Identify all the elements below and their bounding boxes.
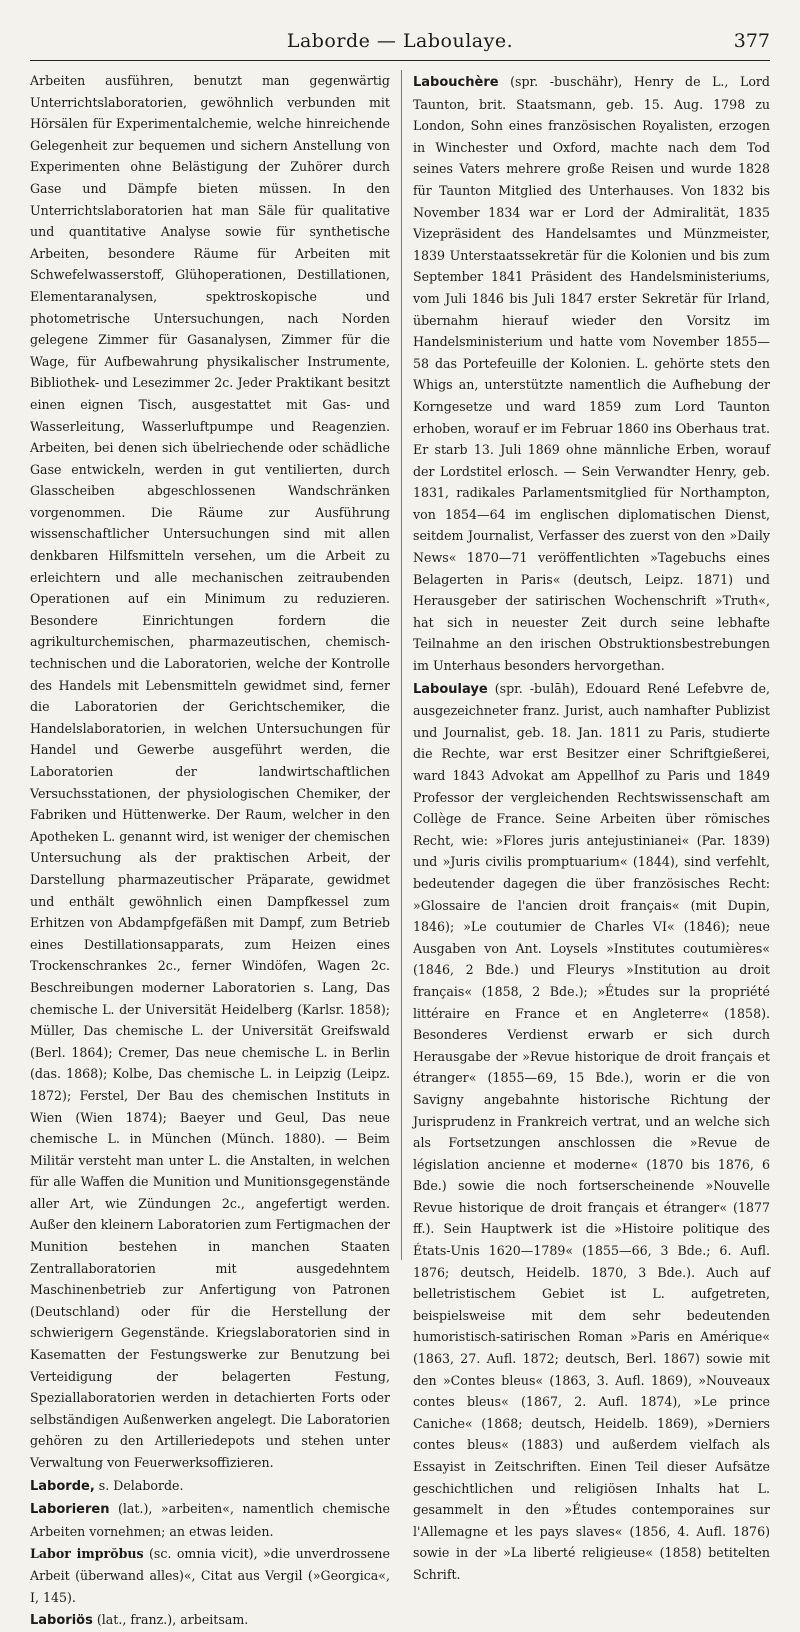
entry-lemma: Laboriös: [30, 1613, 93, 1629]
entry-text: (spr. -bulāh), Edouard René Lefebvre de, ausgezeichneter franz. Jurist, auch namhafter Publizist und Journalist, geb. 18. Jan. 1811 zu Paris, studierte die Rechte, war erst Besitzer einer Schriftgießerei, ward 1843 Advokat am Appellhof zu Paris und 1849 Professor der vergleichenden Rechtswissenschaft am Collège de France. Seine Arbeiten über römisches Recht, wie: »Flores juris antejustinianei« (Par. 1839) und »Juris civilis promptuarium« (1844), sind verfehlt, bedeutender dagegen die über französisches Recht: »Glossaire de l'ancien droit français« (mit Dupin, 1846); »Le coutumier de Charles VI« (1846); neue Ausgaben von Ant. Loysels »Institutes coutumières« (1846, 2 Bde.) und Fleurys »Institution au droit français« (1858, 2 Bde.); »Études sur la propriété littéraire en France et en Angleterre« (1858). Besonderes Verdienst erwarb er sich durch Herausgabe der »Revue historique de droit français et étranger« (1855—69, 15 Bde.), worin er die von Savigny angebahnte historische Richtung der Jurisprudenz in Frankreich vertrat, und an welche sich als Fortsetzungen anschlossen die »Revue de législation ancienne et moderne« (1870 bis 1876, 6 Bde.) sowie die noch fortserscheinende »Nouvelle Revue historique de droit français et étranger« (1877 ff.). Sein Hauptwerk ist die »Histoire politique des États-Unis 1620—1789« (1855—66, 3 Bde.; 6. Aufl. 1876; deutsch, Heidelb. 1870, 3 Bde.). Auch auf belletristischem Gebiet ist L. aufgetreten, beispielsweise mit dem sehr bedeutenden humoristisch-satirischen Roman »Paris en Amérique« (1863, 27. Aufl. 1872; deutsch, Berl. 1867) sowie mit den »Contes bleus« (1863, 3. Aufl. 1869), »Nouveaux contes bleus« (1867, 2. Aufl. 1874), »Le prince Caniche« (1868; deutsch, Heidelb. 1869), »Derniers contes bleus« (1883) und außerdem vielfach als Essayist in Zeitschriften. Einen Teil dieser Aufsätze geschichtlichen und religiösen Inhalts hat L. gesammelt in den »Études contemporaines sur l'Allemagne et les pays slaves« (1856, 4. Aufl. 1876) sowie in der »La liberté religieuse« (1858) betitelten Schrift.: [413, 680, 770, 1582]
entry-labor-improbus: [30, 1543, 390, 1608]
continuation-paragraph: Arbeiten ausführen, benutzt man gegenwärtig Unterrichtslaboratorien, gewöhnlich verbunden mit Hörsälen für Experimentalchemie, welche hinreichende Gelegenheit zur bequemen und sichern Anstellung von Experimenten ohne Belästigung der Zuhörer durch Gase und Dämpfe bieten müssen. In den Unterrichtslaboratorien hat man Säle für qualitative und quantitative Analyse sowie für synthetische Arbeiten, besondere Räume für Arbeiten mit Schwefelwasserstoff, Glühoperationen, Destillationen, Elementaranalysen, spektroskopische und photometrische Untersuchungen, nach Norden gelegene Zimmer für Gasanalysen, Zimmer für die Wage, für Aufbewahrung physikalischer Instrumente, Bibliothek- und Lesezimmer 2c. Jeder Praktikant besitzt einen eignen Tisch, ausgestattet mit Gas- und Wasserleitung, Wasserluftpumpe und Reagenzien. Arbeiten, bei denen sich übelriechende oder schädliche Gase entwickeln, werden in gut ventilierten, durch Glasscheiben abgeschlossenen Wandschränken vorgenommen. Die Räume zur Ausführung wissenschaftlicher Untersuchungen sind mit allen denkbaren Hilfsmitteln versehen, um die Arbeit zu erleichtern und alle mechanischen zeitraubenden Operationen auf ein Minimum zu reduzieren. Besondere Einrichtungen fordern die agrikulturchemischen, pharmazeutischen, chemisch-technischen und die Laboratorien, welche der Kontrolle des Handels mit Lebensmitteln gewidmet sind, ferner die Laboratorien der Gerichtschemiker, die Handelslaboratorien, in welchen Untersuchungen für Handel und Gewerbe ausgeführt werden, die Laboratorien der landwirtschaftlichen Versuchsstationen, der physiologischen Chemiker, der Fabriken und Hüttenwerke. Der Raum, welcher in den Apotheken L. genannt wird, ist weniger der chemischen Untersuchung als der praktischen Arbeit, der Darstellung pharmazeutischer Präparate, gewidmet und enthält gewöhnlich einen Dampfkessel zum Erhitzen von Abdampfgefäßen mit Dampf, zum Betrieb eines Destillationsapparats, zum Heizen eines Trockenschrankes 2c., ferner Windöfen, Wagen 2c. Beschreibungen moderner Laboratorien s. Lang, Das chemische L. der Universität Heidelberg (Karlsr. 1858); Müller, Das chemische L. der Universität Greifswald (Berl. 1864); Cremer, Das neue chemische L. in Berlin (das. 1868); Kolbe, Das chemische L. in Leipzig (Leipz. 1872); Ferstel, Der Bau des chemischen Instituts in Wien (Wien 1874); Baeyer und Geul, Das neue chemische L. in München (Münch. 1880). — Beim Militär versteht man unter L. die Anstalten, in welchen für alle Waffen die Munition und Munitionsgegenstände aller Art, wie Zündungen 2c., angefertigt werden. Außer den kleinern Laboratorien zum Fertigmachen der Munition bestehen in manchen Staaten Zentrallaboratorien mit ausgedehntem Maschinenbetrieb zur Anfertigung von Patronen (Deutschland) oder für die Herstellung der schwierigern Gegenstände. Kriegslaboratorien sind in Kasematten der Festungswerke zur Benutzung bei Verteidigung der belagerten Festung, Speziallaboratorien werden in detachierten Forts oder selbständigen Außenwerken angelegt. Die Laboratorien gehören zu den Artilleriedepots und stehen unter Verwaltung von Feuerwerksoffizieren.: [30, 73, 390, 1470]
entry-text: s. Delaborde.: [94, 1477, 184, 1493]
entry-laboulaye: [413, 678, 770, 1586]
entry-text: (lat., franz.), arbeitsam.: [92, 1612, 249, 1628]
page-number: 377: [733, 30, 770, 52]
running-title: Laborde — Laboulaye.: [286, 30, 514, 52]
entry-lemma: Labor imprŏbus: [30, 1546, 144, 1562]
entry-laborde: [30, 1475, 390, 1498]
entry-laborieren: [30, 1498, 390, 1542]
entry-laborioes: [30, 1609, 390, 1632]
entry-lemma: Labouchère: [413, 75, 499, 90]
entry-lemma: Laborde,: [30, 1478, 95, 1494]
page-header: [30, 26, 770, 61]
entry-lemma: Laboulaye: [413, 681, 488, 697]
entry-lemma: Laborieren: [30, 1502, 110, 1518]
entry-text: (lat.), »arbeiten«, namentlich chemische Arbeiten vornehmen; an etwas leiden.: [30, 1501, 390, 1539]
left-column: [30, 70, 390, 1629]
entry-text: (sc. omnia vicit), »die unverdrossene Arbeit (überwand alles)«, Citat aus Vergil (»Georgica«, I, 145).: [30, 1546, 390, 1605]
entry-labouchere: [413, 71, 770, 677]
entry-text: (spr. -buschähr), Henry de L., Lord Taunton, brit. Staatsmann, geb. 15. Aug. 1798 zu London, Sohn eines französischen Royalisten, erzogen in Winchester und Oxford, machte nach dem Tod seines Vaters mehrere große Reisen und wurde 1828 für Taunton Mitglied des Unterhauses. Von 1832 bis November 1834 war er Lord der Admiralität, 1835 Vizepräsident des Handelsamtes und Münzmeister, 1839 Unterstaatssekretär für die Kolonien und bis zum September 1841 Präsident des Handelsministeriums, vom Juli 1846 bis Juli 1847 erster Sekretär für Irland, übernahm hierauf wieder den Vorsitz im Handelsministerium und hatte vom November 1855—58 das Portefeuille der Kolonien. L. gehörte stets den Whigs an, unterstützte namentlich die Aufhebung der Korngesetze und ward 1859 zum Lord Taunton erhoben, worauf er im Februar 1860 ins Oberhaus trat. Er starb 13. Juli 1869 ohne männliche Erben, worauf der Lordstitel erlosch. — Sein Verwandter Henry, geb. 1831, radikales Parlamentsmitglied für Northampton, von 1854—64 im englischen diplomatischen Dienst, seitdem Journalist, Verfasser des zuerst von den »Daily News« 1870—71 veröffentlichten »Tagebuchs eines Belagerten in Paris« (deutsch, Leipz. 1871) und Herausgeber der satirischen Wochenschrift »Truth«, hat sich in neuester Zeit durch seine lebhafte Teilnahme an den irischen Obstruktionsbestrebungen im Unterhaus besonders hervorgethan.: [413, 74, 770, 674]
right-column: [413, 70, 770, 1582]
column-divider: [401, 70, 402, 1260]
